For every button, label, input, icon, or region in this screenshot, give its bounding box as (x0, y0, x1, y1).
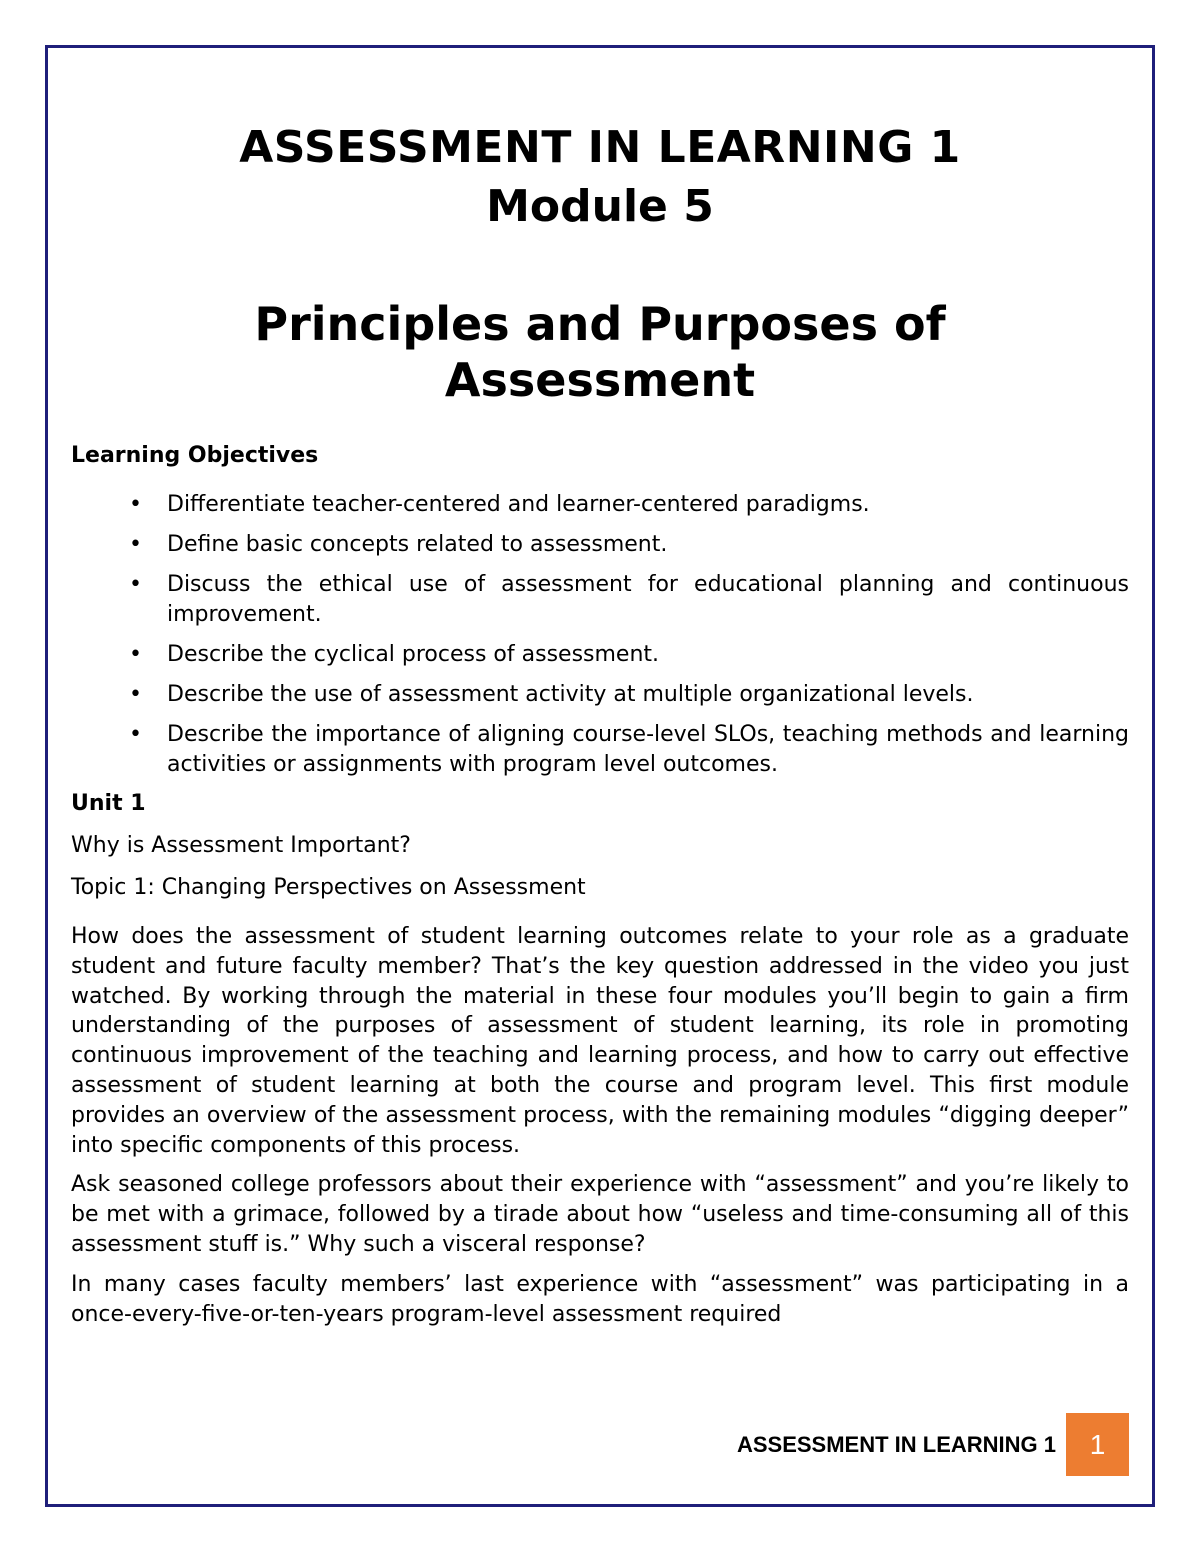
objective-text: Define basic concepts related to assessment. (167, 532, 668, 557)
list-item (129, 530, 1129, 560)
bullet-icon: • (129, 492, 142, 517)
subtitle-line-2: Assessment (444, 353, 756, 407)
list-item (129, 570, 1129, 630)
objective-text: Describe the importance of aligning course-level SLOs, teaching methods and learning activities or assignments with program level outcomes. (167, 722, 1129, 777)
footer-label: ASSESSMENT IN LEARNING 1 (736, 1431, 1056, 1457)
document-title: ASSESSMENT IN LEARNING 1 (239, 122, 961, 173)
list-item (129, 720, 1129, 780)
page-number-badge (1066, 1413, 1129, 1476)
bullet-icon: • (129, 642, 142, 667)
bullet-icon: • (129, 682, 142, 707)
objective-text: Describe the cyclical process of assessment. (167, 642, 660, 667)
bullet-icon: • (129, 722, 142, 747)
list-item (129, 640, 1129, 670)
objectives-heading: Learning Objectives (71, 443, 319, 468)
document-content (71, 120, 1129, 1329)
body-paragraph: Ask seasoned college professors about their experience with “assessment” and you’re likely to be met with a grimace, followed by a tirade about how “useless and time-consuming all of this assessment stuff is.” Why such a visceral response? (71, 1172, 1129, 1257)
body-paragraph: How does the assessment of student learning outcomes relate to your role as a graduate student and future faculty member? That’s the key question addressed in the video you just watched. By working through the material in these four modules you’ll begin to gain a firm understanding of the purposes of assessment of student learning, its role in promoting continuous improvement of the teaching and learning process, and how to carry out effective assessment of student learning at both the course and program level. This first module provides an overview of the assessment process, with the remaining modules “digging deeper” into specific components of this process. (71, 924, 1129, 1158)
bullet-icon: • (129, 532, 142, 557)
objective-text: Discuss the ethical use of assessment for educational planning and continuous improvement. (167, 572, 1129, 627)
objective-text: Describe the use of assessment activity at multiple organizational levels. (167, 682, 974, 707)
objective-text: Differentiate teacher-centered and learner-centered paradigms. (167, 492, 870, 517)
document-subtitle (71, 296, 1129, 408)
page-number: 1 (1089, 1428, 1106, 1460)
subtitle-line-1: Principles and Purposes of (254, 297, 946, 351)
unit-heading: Unit 1 (71, 791, 146, 816)
page-footer (737, 1413, 1129, 1476)
module-label: Module 5 (486, 181, 714, 232)
unit-question: Why is Assessment Important? (71, 833, 411, 858)
list-item (129, 490, 1129, 520)
objectives-list (71, 490, 1129, 780)
bullet-icon: • (129, 572, 142, 597)
list-item (129, 680, 1129, 710)
body-paragraph: In many cases faculty members’ last experience with “assessment” was participating in a once-every-five-or-ten-years program-level assessment required (71, 1271, 1129, 1327)
topic-heading: Topic 1: Changing Perspectives on Assessment (71, 875, 586, 900)
